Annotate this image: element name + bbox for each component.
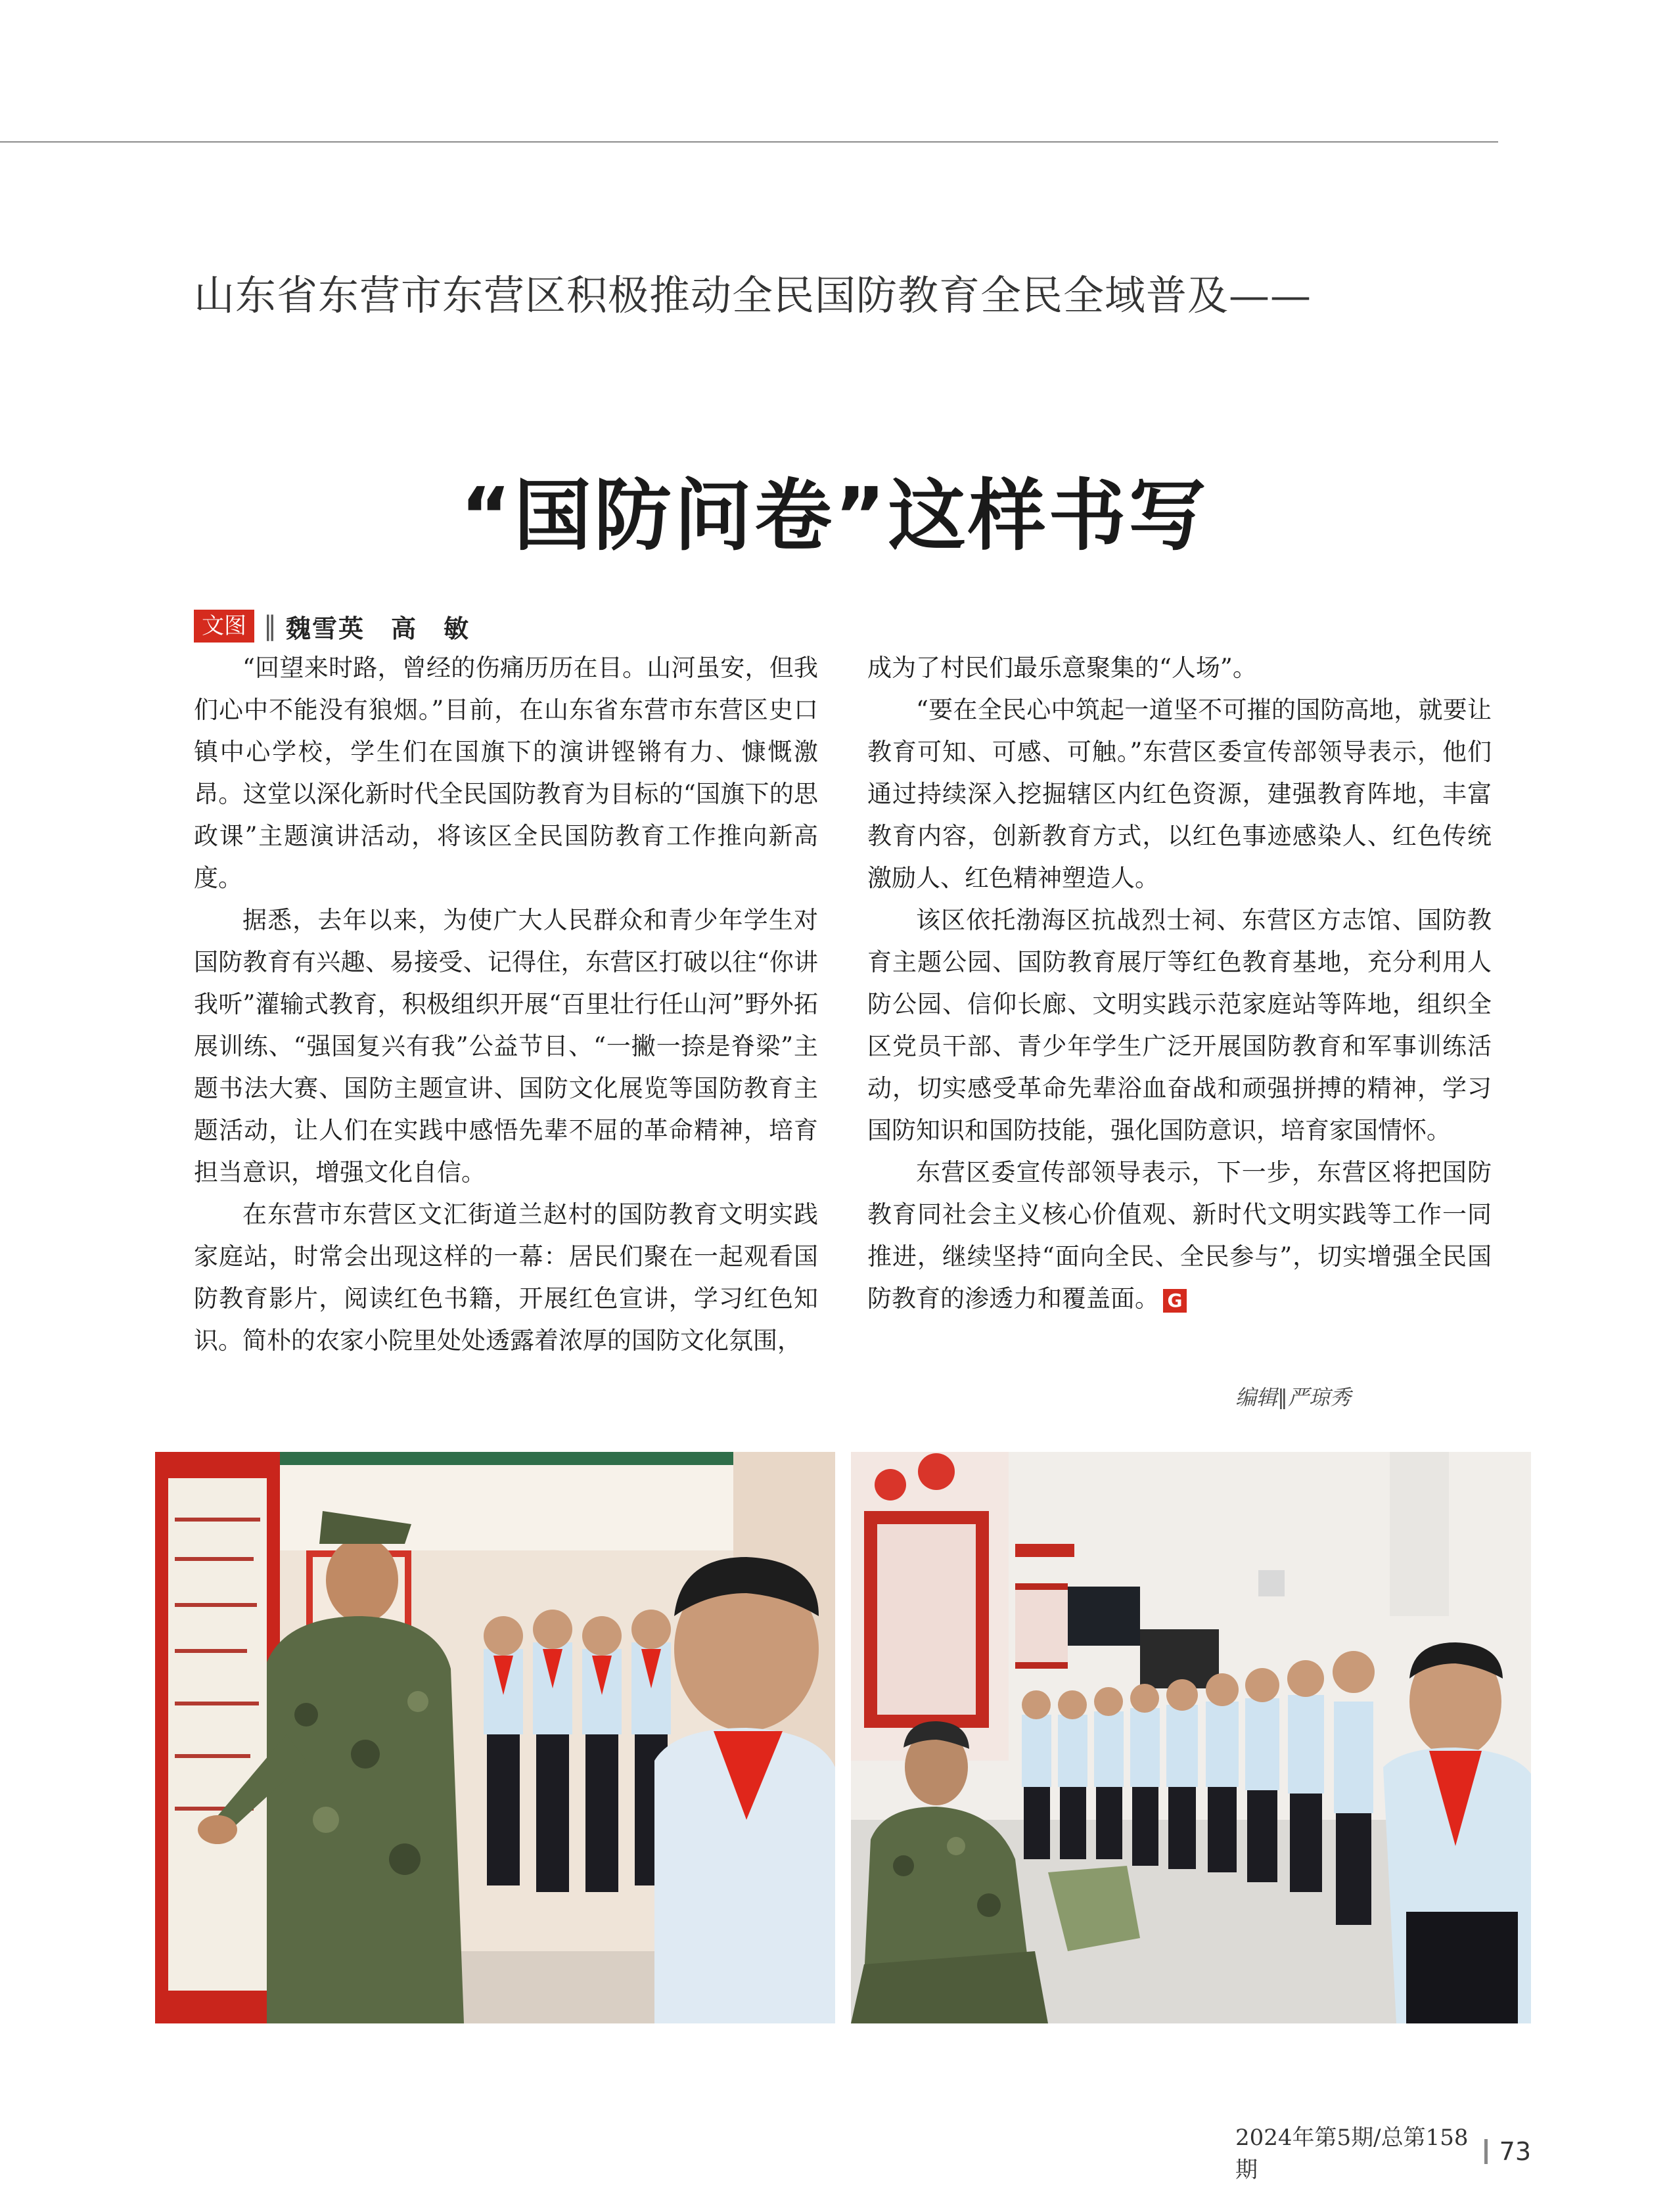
- paragraph: “要在全民心中筑起一道坚不可摧的国防高地，就要让教育可知、可感、可触。”东营区委宣传部领导表示，他们通过持续深入挖掘辖区内红色资源，建强教育阵地，丰富教育内容，创新教育方式，以红色事迹感染人、红色传统激励人、红色精神塑造人。: [867, 696, 1492, 892]
- end-mark-icon: G: [1163, 1289, 1187, 1313]
- photo-soldier-exhibit: [155, 1452, 835, 2023]
- page-number: 73: [1499, 2137, 1531, 2166]
- paragraph-text: 东营区委宣传部领导表示，下一步，东营区将把国防教育同社会主义核心价值观、新时代文明实践等工作一同推进，继续坚持“面向全民、全民参与”，切实增强全民国防教育的渗透力和覆盖面。: [867, 1158, 1492, 1313]
- photo-soldier-training: [851, 1452, 1531, 2023]
- paragraph: 据悉，去年以来，为使广大人民群众和青少年学生对国防教育有兴趣、易接受、记得住，东营区打破以往“你讲我听”灌输式教育，积极组织开展“百里壮行任山河”野外拓展训练、“强国复兴有我”公益节目、“一撇一捺是脊梁”主题书法大赛、国防主题宣讲、国防文化展览等国防教育主题活动，让人们在实践中感悟先辈不屈的革命精神，培育担当意识，增强文化自信。: [194, 906, 818, 1186]
- photo-soldier-training-illustration: [851, 1452, 1531, 2023]
- paragraph: 该区依托渤海区抗战烈士祠、东营区方志馆、国防教育主题公园、国防教育展厅等红色教育基地，充分利用人防公园、信仰长廊、文明实践示范家庭站等阵地，组织全区党员干部、青少年学生广泛开展国防教育和军事训练活动，切实感受革命先辈浴血奋战和顽强拼搏的精神，学习国防知识和国防技能，强化国防意识，培育家国情怀。: [867, 906, 1492, 1144]
- right-column: [867, 647, 1492, 1320]
- paragraph: “回望来时路，曾经的伤痛历历在目。山河虽安，但我们心中不能没有狼烟。”目前，在山东省东营市东营区史口镇中心学校，学生们在国旗下的演讲铿锵有力、慷慨激昂。这堂以深化新时代全民国防教育为目标的“国旗下的思政课”主题演讲活动，将该区全民国防教育工作推向新高度。: [194, 654, 818, 892]
- left-column: [194, 647, 818, 1362]
- paragraph-continuation: 成为了村民们最乐意聚集的“人场”。: [867, 654, 1257, 682]
- editor-credit: 编辑∥严琼秀: [1235, 1385, 1352, 1410]
- byline: [194, 610, 470, 643]
- kicker-subtitle: 山东省东营市东营区积极推动全民国防教育全民全域普及——: [194, 271, 1312, 319]
- photo-soldier-exhibit-illustration: [155, 1452, 835, 2023]
- paragraph: 在东营市东营区文汇街道兰赵村的国防教育文明实践家庭站，时常会出现这样的一幕：居民们聚在一起观看国防教育影片，阅读红色书籍，开展红色宣讲，学习红色知识。简朴的农家小院里处处透露着浓厚的国防文化氛围，: [194, 1200, 818, 1355]
- footer-divider: [1484, 2139, 1488, 2164]
- page-footer: [1235, 2119, 1531, 2184]
- byline-authors: 魏雪英 高 敏: [286, 614, 470, 643]
- paragraph-final: [867, 1152, 1492, 1320]
- byline-separator: ‖: [263, 611, 277, 641]
- top-rule: [0, 141, 1498, 143]
- byline-tag: 文图: [194, 610, 254, 643]
- page-title: “国防问卷”这样书写: [460, 470, 1209, 561]
- issue-number: 2024年第5期/总第158期: [1235, 2125, 1469, 2183]
